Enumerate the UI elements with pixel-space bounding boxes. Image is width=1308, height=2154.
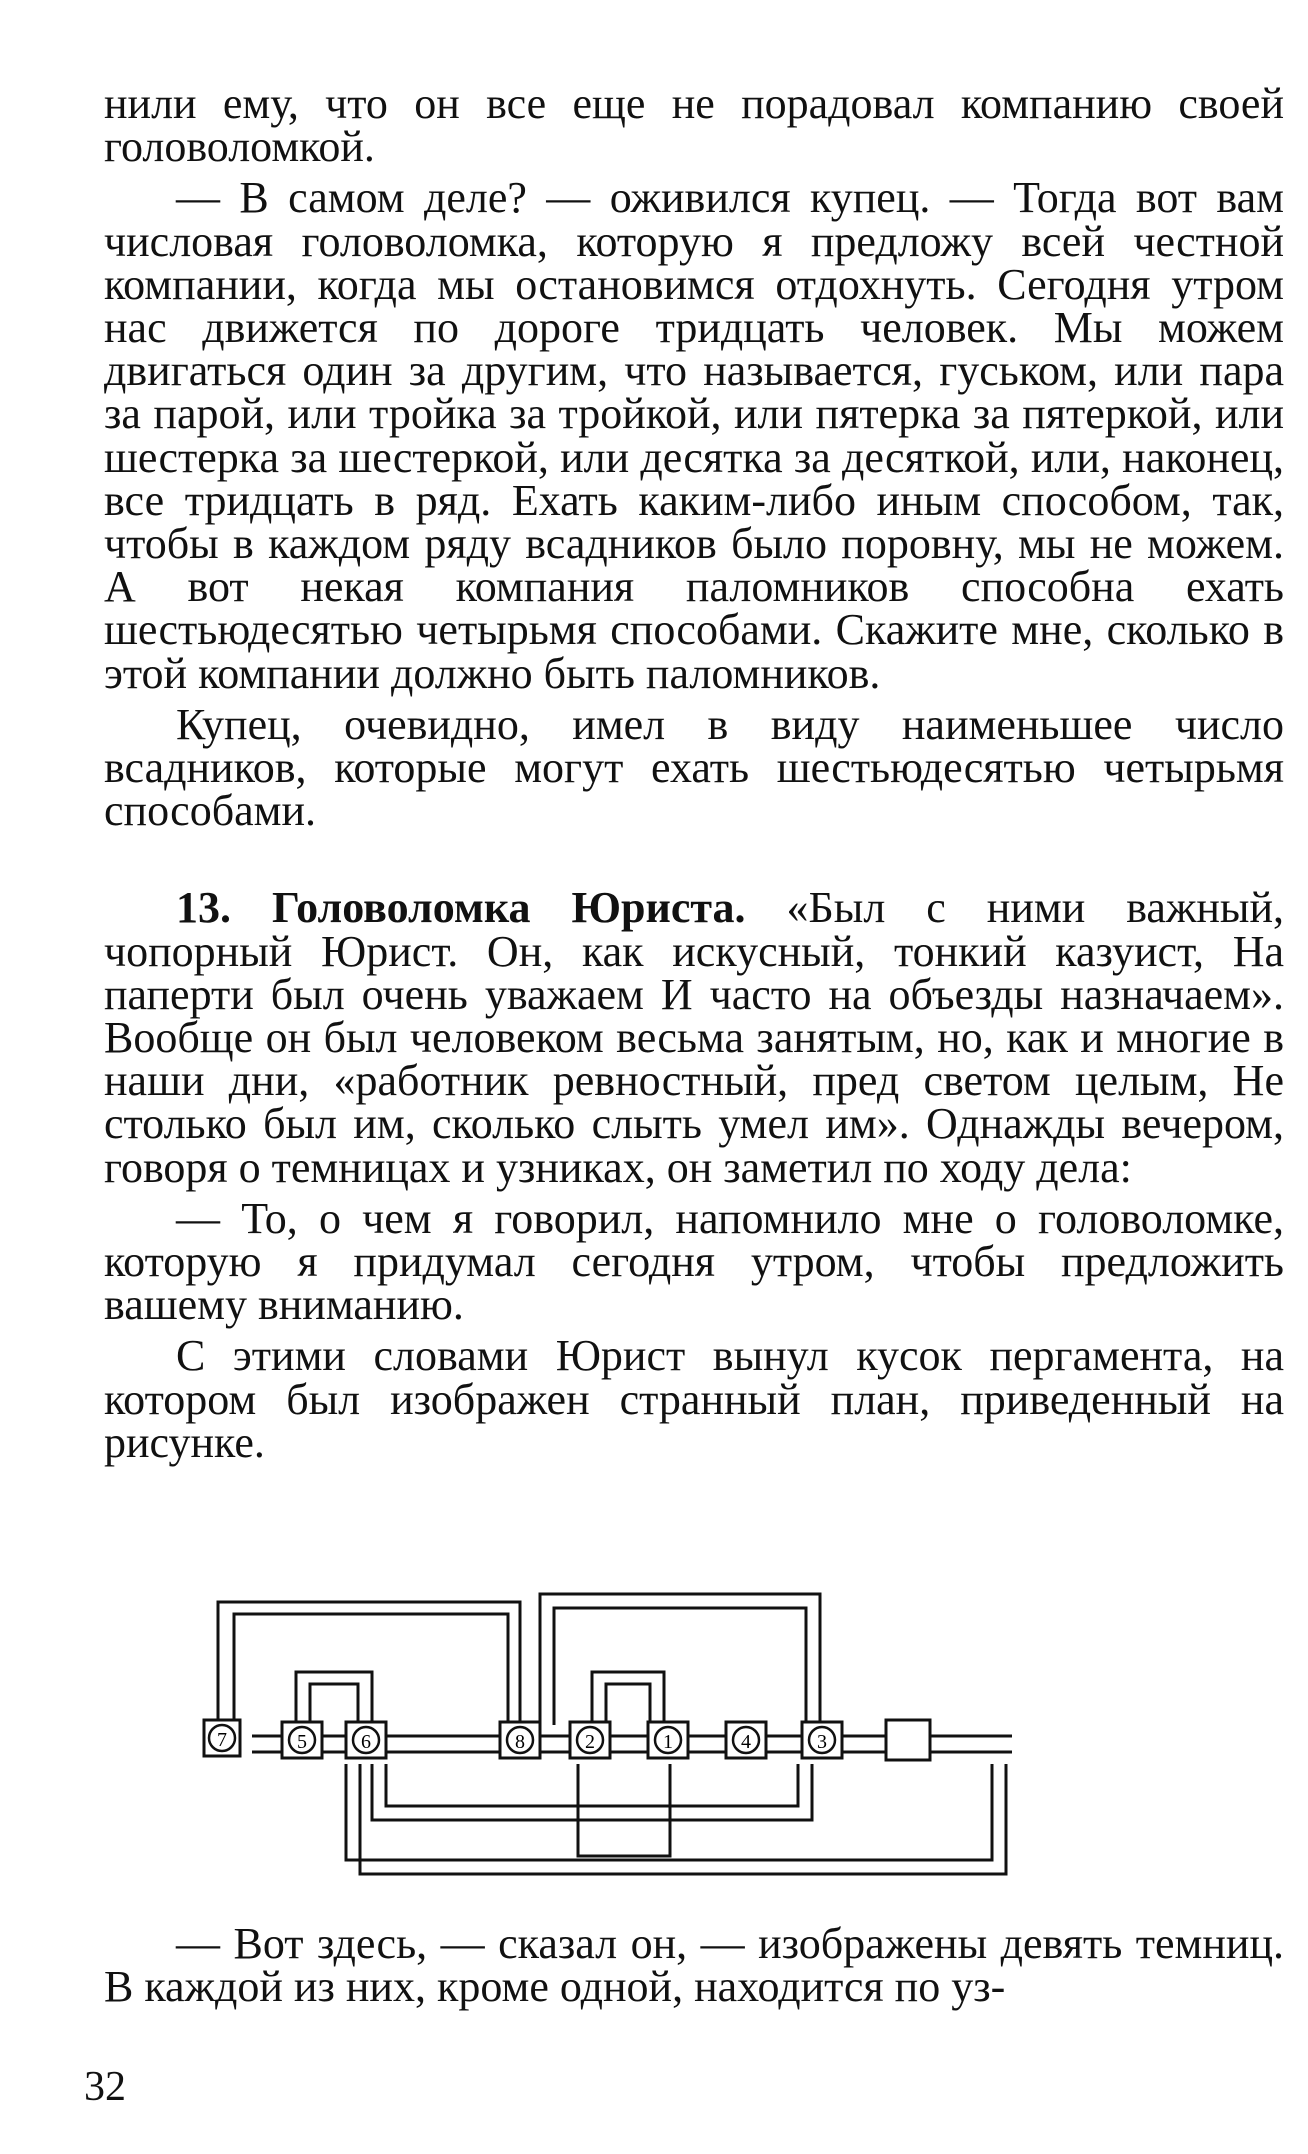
page-text [104, 79, 1285, 1467]
dungeon-cell [500, 1722, 540, 1758]
merchant-note-paragraph: Купец, очевидно, имел в виду наименьшее число всадников, которые могут ехать шестьюдесятью четырьмя способами. [104, 699, 1284, 836]
parchment-paragraph: С этими словами Юрист вынул кусок пергамента, на котором был изображен странный план, приведенный на рисунке. [104, 1331, 1284, 1467]
dungeon-description-paragraph: — Вот здесь, — сказал он, — изображены девять темниц. В каждой из них, кроме одной, находится по уз- [104, 1919, 1284, 2012]
dungeon-cell-label: 3 [817, 1731, 827, 1753]
section-number: 13. [176, 883, 231, 933]
lawyer-intro-paragraph [104, 883, 1285, 1192]
dungeon-cell [802, 1722, 842, 1758]
dungeon-cell-label: 4 [741, 1731, 751, 1753]
dungeon-cell [726, 1722, 766, 1758]
dungeon-cell-label: 7 [217, 1729, 227, 1751]
dungeon-plan-diagram [200, 1580, 1150, 1880]
dungeon-cell-label: 6 [361, 1731, 371, 1753]
dungeon-cells [204, 1720, 930, 1760]
paragraph-continued: нили ему, что он все еще не порадовал компанию своей головоломкой. [104, 79, 1284, 172]
dungeon-cell-label: 8 [515, 1731, 525, 1753]
dungeon-cell-empty [886, 1720, 930, 1760]
dungeon-cell [282, 1722, 322, 1758]
section-title: Головоломка Юриста. [271, 883, 746, 933]
dungeon-plan-figure [200, 1580, 1150, 1880]
dungeon-cell-label: 2 [585, 1731, 595, 1753]
dungeon-cell-label: 5 [297, 1731, 307, 1753]
page-number: 32 [84, 2064, 126, 2110]
lawyer-speech-paragraph: — То, о чем я говорил, напомнило мне о головоломке, которую я придумал сегодня утром, чтобы предложить вашему вниманию. [104, 1193, 1284, 1330]
dungeon-cell [346, 1722, 386, 1758]
page-tail-text [104, 1919, 1284, 2012]
dungeon-cell [648, 1722, 688, 1758]
section-intro-text: «Был с ними важный, чопорный Юрист. Он, как искусный, тонкий казуист, На паперти был очень уважаем И часто на объезды назначаем». Вообще он был человеком весьма занятым, но, как и многие в наши дни, «работник ревностный, пред светом целым, Не столько был им, сколько слыть умел им». Однажды вечером, говоря о темницах и узниках, он заметил по ходу дела: [104, 883, 1285, 1192]
dungeon-cell-label: 1 [663, 1731, 673, 1753]
dungeon-cell [570, 1722, 610, 1758]
merchant-puzzle-paragraph: — В самом деле? — оживился купец. — Тогда вот вам числовая головоломка, которую я предложу всей честной компании, когда мы остановимся отдохнуть. Сегодня утром нас движется по дороге тридцать человек. Мы можем двигаться один за другим, что называется, гуськом, или пара за парой, или тройка за тройкой, или пятерка за пятеркой, или шестерка за шестеркой, или десятка за десяткой, или, наконец, все тридцать в ряд. Ехать каким-либо иным способом, так, чтобы в каждом ряду всадников было поровну, мы не можем. А вот некая компания паломников способна ехать шестьюдесятью четырьмя способами. Скажите мне, сколько в этой компании должно быть паломников. [104, 173, 1284, 698]
dungeon-cell [204, 1720, 240, 1756]
